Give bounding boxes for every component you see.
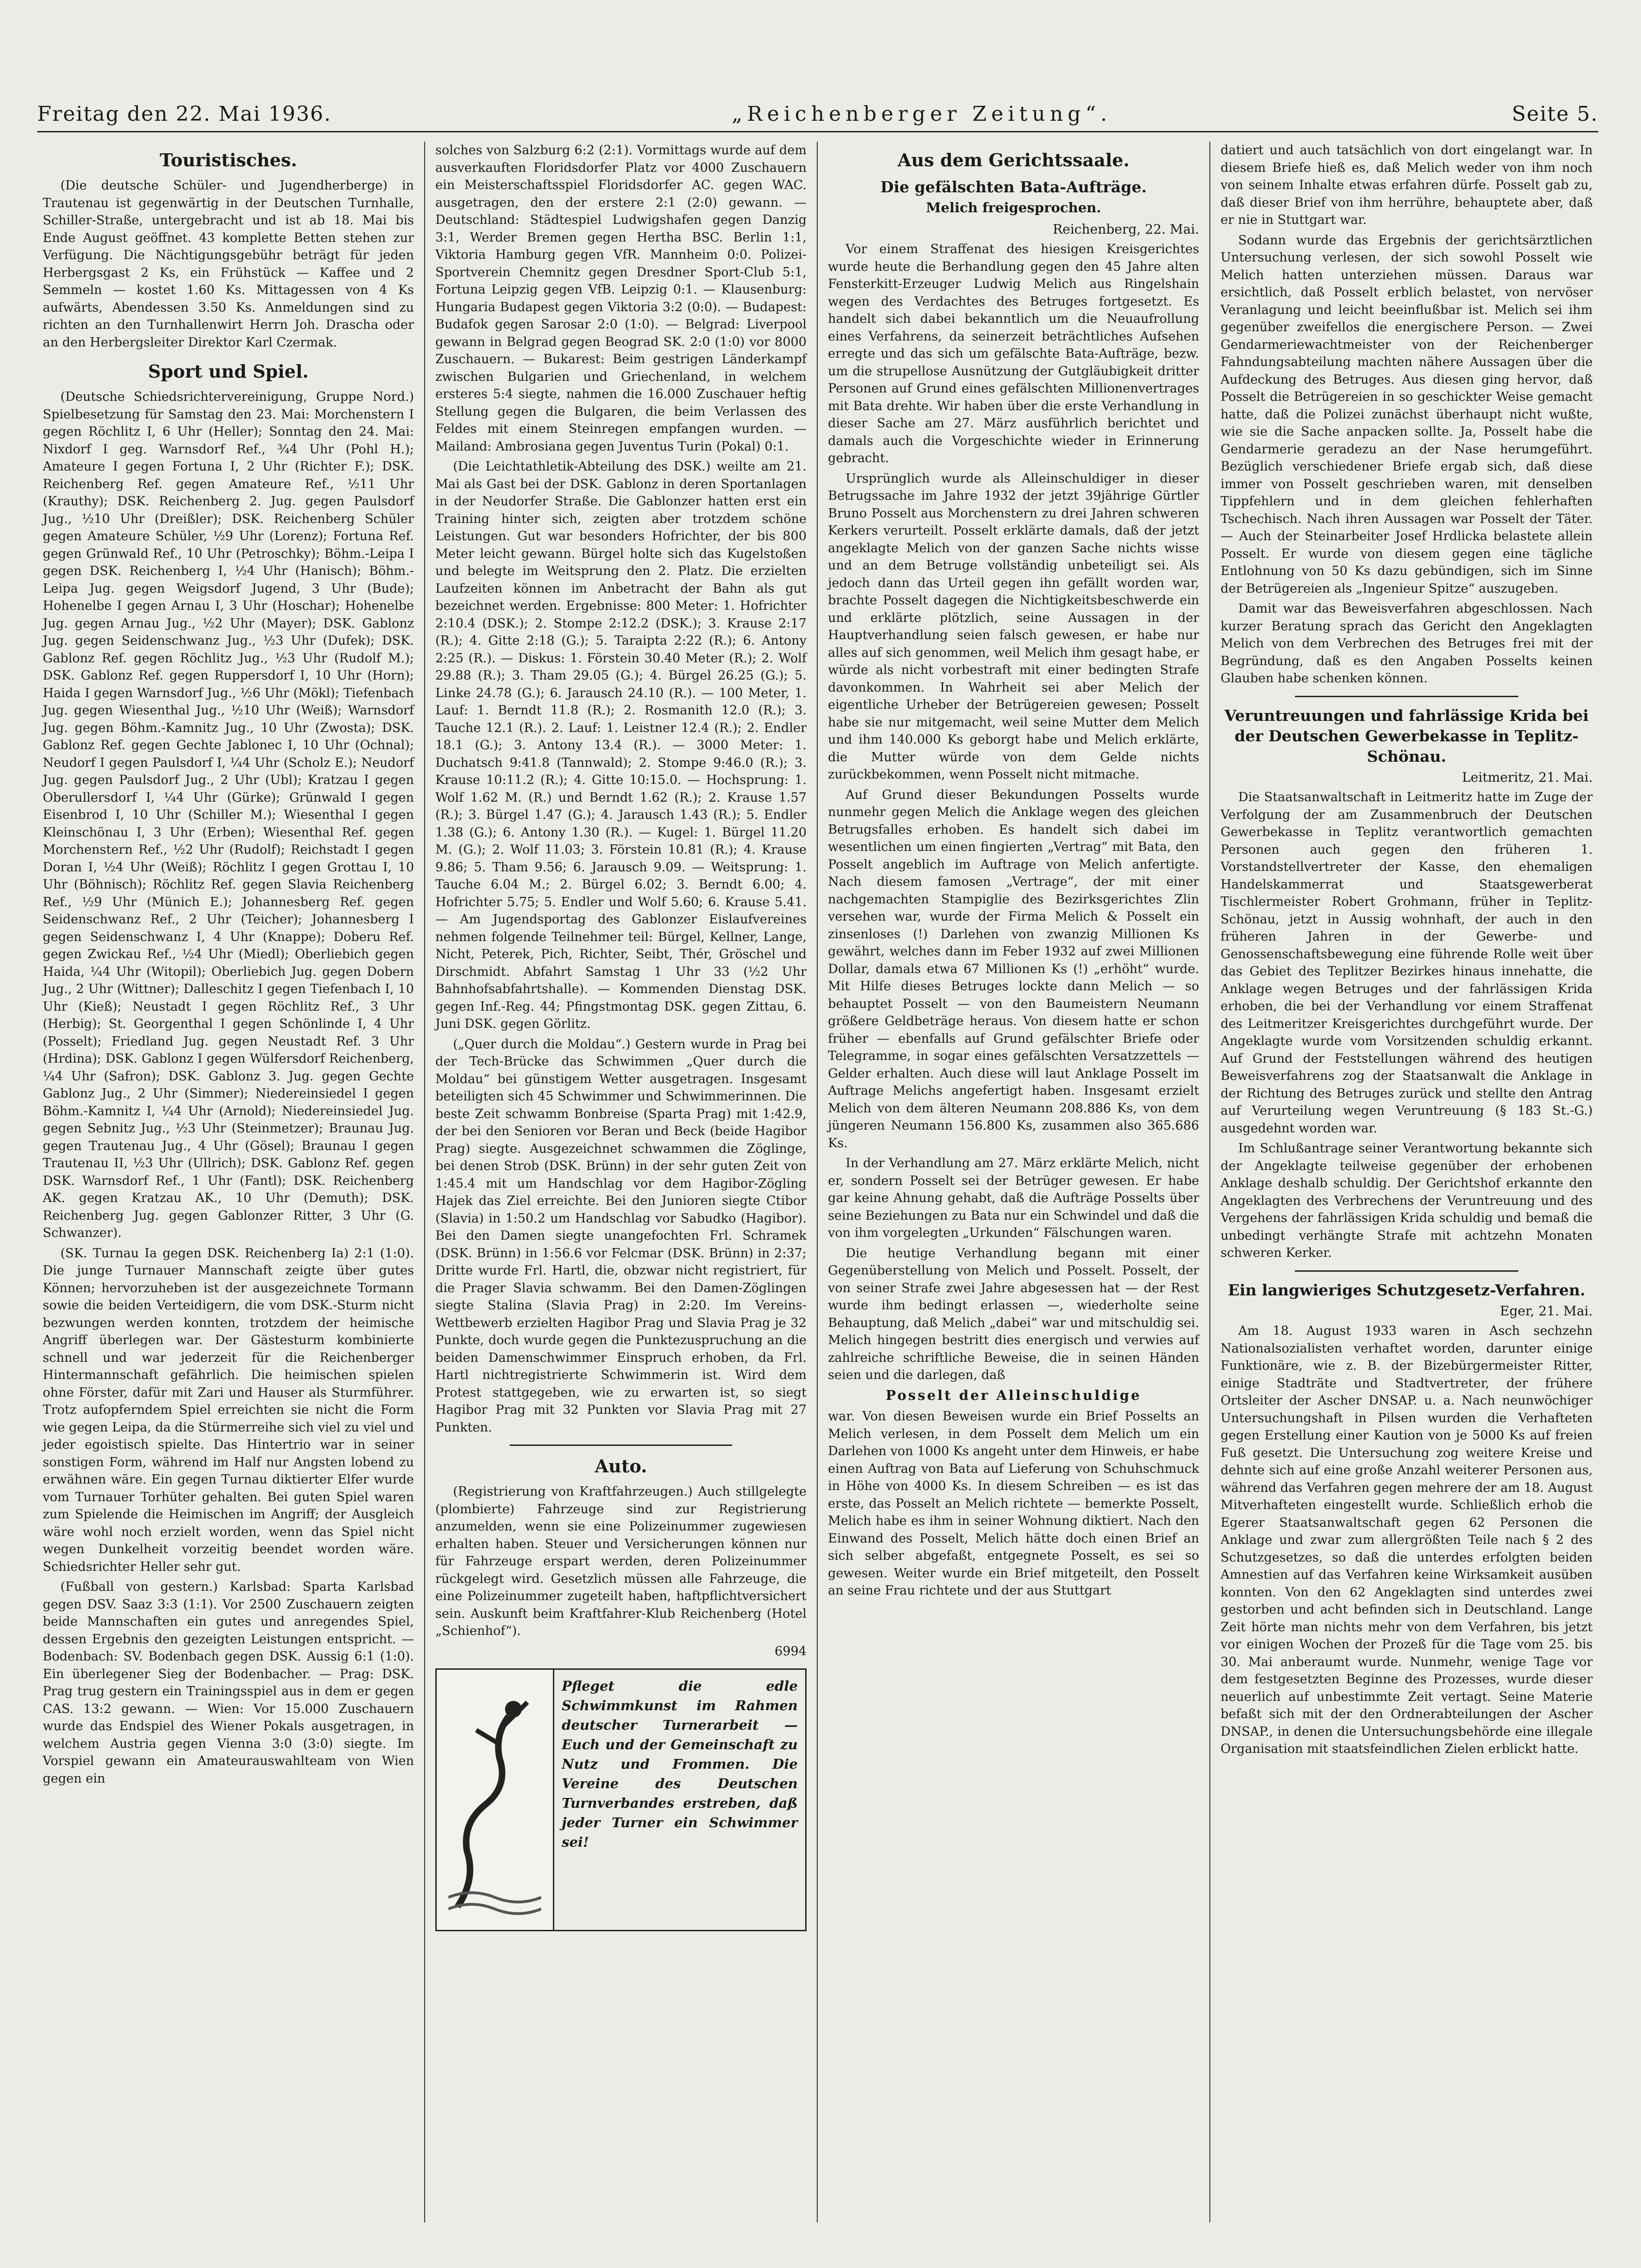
article-auto: [435, 1454, 807, 1660]
paragraph: Die heutige Verhandlung begann mit einer Gegenüberstellung von Melich und Posselt. Posselt, der von seiner Strafe zwei Jahre abgesessen hat — der Rest wurde ihm bedingt erlassen —, wiederholte seine Behauptung, daß Melich „dabei“ war und mitschuldig sei. Melich hingegen bestritt dies energisch und verwies auf zahlreiche schriftliche Beweise, die in seinen Händen seien und die darlegen, daß: [828, 1246, 1199, 1382]
article-schutzgesetz: [1221, 1280, 1593, 1758]
subheadline-bata: Die gefälschten Bata-Aufträge.: [880, 178, 1147, 196]
swimmer-illustration: [437, 1670, 554, 1930]
headline-sport-und-spiel: Sport und Spiel.: [148, 361, 309, 382]
page-header: [37, 102, 1598, 126]
paragraph: In der Verhandlung am 27. März erklärte Melich, nicht er, sondern Posselt sei der Betrüger gewesen. Er habe gar keine Ahnung gehabt, daß die Aufträge Posselts über seine Beziehungen zu Bata nur ein Schwindel und daß die von ihm vorgelegten „Urkunden“ Fälschungen waren.: [828, 1156, 1199, 1240]
paragraph: Vor einem Straffenat des hiesigen Kreisgerichtes wurde heute die Berhandlung gegen den 45 Jahre alten Fensterkitt-Erzeuger Ludwig Melich aus Ringelshain wegen des Verdachtes des Betruges fortgesetzt. Es handelt sich dabei bekanntlich um die Neuaufrollung eines Verfahrens, da seinerzeit beträchtliches Aufsehen erregte und das sich um gefälschte Bata-Aufträge, bezw. um die strupellose Ausnützung der Gutgläubigkeit dritter Personen auf Grund eines gefälschten Millionenvertrages mit Bata drehte. Wir haben über die erste Verhandlung in dieser Sache am 27. März ausführlich berichtet und damals auch die Vorgeschichte wieder in Erinnerung gebracht.: [828, 242, 1199, 465]
column-2: [425, 142, 818, 2222]
paragraph: datiert und auch tatsächlich von dort eingelangt war. In diesem Briefe hieß es, daß Melich weder von ihm noch von seinem Inhalte etwas erfahren dürfe. Posselt gab zu, daß dieser Brief von ihm herrühre, behauptete aber, daß er nie in Stuttgart war.: [1221, 143, 1593, 227]
paragraph: (Die deutsche Schüler- und Jugendherberge) in Trautenau ist gegenwärtig in der Deutschen Turnhalle, Schiller-Straße, untergebracht und ist ab 18. Mai bis Ende August geöffnet. 43 komplette Betten stehen zur Verfügung. Die Nächtigungsgebühr beträgt für jeden Herbergsgast 2 Ks, ein Frühstück — Kaffee und 2 Semmeln — kostet 1.60 Ks. Mittagessen von 4 Ks aufwärts, Abendessen 3.50 Ks. Anmeldungen sind zu richten an den Turnhallenwirt Herrn Joh. Drascha oder an den Herbergsleiter Direktor Karl Czermak.: [43, 178, 414, 350]
headline-schutzgesetz: Ein langwieriges Schutzgesetz-Verfahren.: [1227, 1281, 1586, 1299]
newspaper-title: „Reichenberger Zeitung“.: [732, 102, 1112, 126]
paragraph: Im Schlußantrage seiner Verantwortung bekannte sich der Angeklagte teilweise gegenüber der erhobenen Anklage deshalb schuldig. Der Gerichtshof erkannte den Angeklagten des Verbrechens der Veruntreuung und des Vergehens der fahrlässigen Krida schuldig und bemaß die unbedingt verhängte Strafe mit achtzehn Monaten schweren Kerker.: [1221, 1141, 1593, 1260]
divider: [1295, 696, 1518, 697]
paragraph: (Fußball von gestern.) Karlsbad: Sparta Karlsbad gegen DSV. Saaz 3:3 (1:1). Vor 2500 Zuschauern zeigten beide Mannschaften ein gutes und anregendes Spiel, dessen Ergebnis den gezeigten Leistungen entspricht. — Bodenbach: SV. Bodenbach gegen DSK. Aussig 6:1 (1:0). Ein überlegener Sieg der Bodenbacher. — Prag: DSK. Prag trug gestern ein Trainingsspiel aus in dem er gegen CAS. 13:2 gewann. — Wien: Vor 15.000 Zuschauern wurde das Endspiel des Wiener Pokals ausgetragen, in welchem Austria gegen Vienna 3:0 (3:0) siegte. Im Vorspiel gewann ein Amateurauswahlteam von Wien gegen ein: [43, 1580, 414, 1786]
dateline: Reichenberg, 22. Mai.: [1052, 221, 1199, 237]
swimmer-icon: [448, 1684, 541, 1916]
page-number: Seite 5.: [1512, 102, 1598, 126]
paragraph: (Die Leichtathletik-Abteilung des DSK.) weilte am 21. Mai als Gast bei der DSK. Gablonz in deren Sportanlagen in der Neudorfer Straße. Die Gablonzer hatten erst ein Training hinter sich, zeigten aber trotzdem schöne Leistungen. Gut war besonders Hofrichter, der bis 800 Meter leicht gewann. Bürgel holte sich das Kugelstoßen und belegte im Weitsprung den 2. Platz. Die erzielten Laufzeiten können im Anbetracht der Bahn als gut bezeichnet werden. Ergebnisse: 800 Meter: 1. Hofrichter 2:10.4 (DSK.); 2. Stompe 2:12.2 (DSK.); 3. Krause 2:17 (R.); 4. Gitte 2:18 (G.); 5. Taraipta 2:22 (R.); 6. Antony 2:25 (R.). — Diskus: 1. Förstein 30.40 Meter (R.); 2. Wolf 29.88 (R.); 3. Tham 29.05 (G.); 4. Bürgel 26.25 (G.); 5. Linke 24.78 (G.); 6. Jarausch 24.10 (R.). — 100 Meter, 1. Lauf: 1. Berndt 11.8 (R.); 2. Rosmanith 12.0 (R.); 3. Tauche 12.1 (R.). 2. Lauf: 1. Leistner 12.4 (R.); 2. Endler 18.1 (G.); 3. Antony 13.4 (R.). — 3000 Meter: 1. Duchatsch 9:41.8 (Tannwald); 2. Stompe 9:46.0 (R.); 3. Krause 10:11.2 (R.); 4. Gitte 10:15.0. — Hochsprung: 1. Wolf 1.62 M. (R.) und Berndt 1.62 (R.); 2. Krause 1.57 (R.); 3. Bürgel 1.47 (G.); 4. Jarausch 1.43 (R.); 5. Endler 1.38 (G.); 6. Antony 1.30 (R.). — Kugel: 1. Bürgel 11.20 M. (G.); 2. Wolf 11.03; 3. Förstein 10.81 (R.); 4. Krause 9.86; 5. Tham 9.56; 6. Jarausch 9.09. — Weitsprung: 1. Tauche 6.04 M.; 2. Bürgel 6.02; 3. Berndt 6.00; 4. Hofrichter 5.75; 5. Endler und Wolf 5.60; 6. Krause 5.41. — Am Jugendsportag des Gablonzer Eislaufvereines nehmen folgende Teilnehmer teil: Bürgel, Kellner, Lange, Nicht, Peterek, Pich, Richter, Seibt, Thér, Gröschel und Dirschmidt. Abfahrt Samstag 1 Uhr 33 (½2 Uhr Bahnhofsabfahrtshalle). — Kommenden Dienstag DSK. gegen Inf.-Reg. 44; Pfingstmontag DSK. gegen Zittau, 6. Juni DSK. gegen Görlitz.: [435, 459, 807, 1031]
article-touristisches: [43, 148, 414, 351]
issue-date: Freitag den 22. Mai 1936.: [37, 102, 332, 126]
paragraph: (Deutsche Schiedsrichtervereinigung, Gruppe Nord.) Spielbesetzung für Samstag den 23. Mai: Morchenstern I gegen Röchlitz I, 6 Uhr (Heller); Sonntag den 24. Mai: Nixdorf I geg. Warnsdorf Ref., ¾4 Uhr (Pohl H.); Amateure I gegen Fortuna I, 2 Uhr (Richter F.); DSK. Reichenberg Ref. gegen Amateure Ref., ½11 Uhr (Krauthy); DSK. Reichenberg 2. Jug. gegen Paulsdorf Jug., ½10 Uhr (Dreißler); DSK. Reichenberg Schüler gegen Amateure Schüler, ½9 Uhr (Lorenz); Fortuna Ref. gegen Grünwald Ref., 10 Uhr (Petroschky); Böhm.-Leipa I gegen DSK. Reichenberg I, ½4 Uhr (Hanisch); Böhm.-Leipa Jug. gegen Weigsdorf Jugend, 3 Uhr (Bude); Hohenelbe I gegen Arnau I, 3 Uhr (Hoschar); Hohenelbe Jug. gegen Arnau Jug., ½2 Uhr (Mayer); DSK. Gablonz Jug. gegen Seidenschwanz Jug., ½3 Uhr (Dufek); DSK. Gablonz Ref. gegen Röchlitz Jug., ½3 Uhr (Rudolf M.); DSK. Gablonz Ref. gegen Ruppersdorf I, 10 Uhr (Horn); Haida I gegen Warnsdorf Jug., ½6 Uhr (Mökl); Tiefenbach Jug. gegen Wiesenthal Jug., ½10 Uhr (Weiß); Warnsdorf Jug. gegen Böhm.-Kamnitz Jug., 10 Uhr (Zwosta); DSK. Gablonz Ref. gegen Gechte Jablonec I, 10 Uhr (Ochnal); Neudorf I gegen Paulsdorf I, ¼4 Uhr (Scholz E.); Neudorf Jug. gegen Paulsdorf Jug., 2 Uhr (Ubl); Kratzau I gegen Oberullersdorf I, ¼4 Uhr (Gürke); Grünwald I gegen Eisenbrod I, 10 Uhr (Schiller M.); Wiesenthal I gegen Kleinschönau I, 3 Uhr (Erben); Wiesenthal Ref. gegen Morchenstern Ref., ½2 Uhr (Rudolf); Reichstadt I gegen Doran I, ½4 Uhr (Weiß); Röchlitz I gegen Grottau I, 10 Uhr (Böhnisch); Röchlitz Ref. gegen Slavia Reichenberg Ref., ½9 Uhr (Münich E.); Johannesberg Ref. gegen Seidenschwanz Ref., 2 Uhr (Teicher); Johannesberg I gegen Seidenschwanz I, 4 Uhr (Knappe); Doberu Ref. gegen Zwickau Ref., ½4 Uhr (Miedl); Oberliebich gegen Haida, ¼4 Uhr (Witopil); Oberliebich Jug. gegen Dobern Jug., 2 Uhr (Wittner); Dalleschitz I gegen Tiefenbach I, 10 Uhr (Kieß); Neustadt I gegen Röchlitz Ref., 3 Uhr (Herbig); St. Georgenthal I gegen Schönlinde I, 4 Uhr (Posselt); Friedland Jug. gegen Neustadt Ref. 3 Uhr (Hrdina); DSK. Gablonz I gegen Wülfersdorf Reichenberg, ¼4 Uhr (Safron); DSK. Gablonz 3. Jug. gegen Gechte Gablonz Jug., 2 Uhr (Simmer); Niedereinsiedel I gegen Böhm.-Kamnitz I, ¼4 Uhr (Arnold); Niedereinsiedel Jug. gegen Sebnitz Jug., ½3 Uhr (Steinmetzer); Braunau Jug. gegen Trautenau Jug., 4 Uhr (Gösel); Braunau I gegen Trautenau II, ½3 Uhr (Ullrich); DSK. Gablonz Ref. gegen DSK. Warnsdorf Ref., 1 Uhr (Fantl); DSK. Reichenberg AK. gegen Kratzau AK., 10 Uhr (Demuth); DSK. Reichenberg Jug. gegen Gablonzer Ritter, 3 Uhr (G. Schwanzer).: [43, 390, 414, 1240]
paragraph: solches von Salzburg 6:2 (2:1). Vormittags wurde auf dem ausverkauften Floridsdorfer Platz vor 4000 Zuschauern ein Meisterschaftsspiel Floridsdorfer AC. gegen WAC. ausgetragen, den der erstere 2:1 (2:0) gewann. — Deutschland: Städtespiel Ludwigshafen gegen Danzig 3:1, Werder Bremen gegen Hertha BSC. Berlin 1:1, Viktoria Hamburg gegen VfR. Mannheim 0:0. Polizei-Sportverein Chemnitz gegen Dresdner Sport-Club 5:1, Fortuna Leipzig gegen VfB. Leipzig 0:1. — Klausenburg: Hungaria Budapest gegen Viktoria 3:2 (0:0). — Budapest: Budafok gegen Sarosar 2:0 (1:0). — Belgrad: Liverpool gewann in Belgrad gegen Beograd SK. 2:0 (1:0) vor 8000 Zuschauern. — Bukarest: Beim gestrigen Länderkampf zwischen Bulgarien und Griechenland, in welchem ersteres 5:4 siegte, nahmen die 16.000 Zuschauer heftig Stellung gegen die Bulgaren, die beim Verlassen des Feldes mit einem Steinregen empfangen wurden. — Mailand: Ambrosiana gegen Juventus Turin (Pokal) 0:1.: [435, 143, 807, 454]
paragraph: Am 18. August 1933 waren in Asch sechzehn Nationalsozialisten verhaftet worden, darunter einige Funktionäre, wie z. B. der Bizebürgermeister Ritter, einige Stadträte und Stadtvertreter, der frühere Ortsleiter der Ascher DNSAP. u. a. Nach neunwöchiger Untersuchungshaft in Pilsen wurden die Verhafteten gegen Erstellung einer Kaution von je 5000 Ks auf freien Fuß gesetzt. Die Untersuchung zog weitere Kreise und dehnte sich auf eine große Anzahl weiterer Personen aus, während das Verfahren gegen mehrere der am 18. August Mitverhafteten eingestellt wurde. Schließlich erhob die Egerer Staatsanwaltschaft gegen 62 Personen die Anklage und zwar zum allergrößten Teile nach § 2 des Schutzgesetzes, so daß die unterdes erfolgten beiden Amnestien auf das Verfahren keine Wirksamkeit ausüben konnten. Von den 62 Angeklagten sind unterdes zwei gestorben und acht befinden sich in Deutschland. Lange Zeit hörte man nichts mehr von dem Verfahren, bis jetzt vor einigen Wochen der Prozeß für die Tage vom 25. bis 30. Mai anberaumt wurde. Nunmehr, wenige Tage vor dem festgesetzten Beginne des Prozesses, wurde dieser neuerlich auf unbestimmte Zeit vertagt. Seine Materie befaßt sich mit der den Ordnerabteilungen der Ascher DNSAP., in denen die Untersuchungsbehörde eine illegale Organisation mit staatsfeindlichen Zielen erblickt hatte.: [1221, 1324, 1593, 1756]
kicker-melich: Melich freigesprochen.: [926, 200, 1101, 216]
ad-code: 6994: [775, 1644, 807, 1659]
headline-touristisches: Touristisches.: [159, 150, 297, 170]
paragraph: Sodann wurde das Ergebnis der gerichtsärztlichen Untersuchung verlesen, der sich sowohl Posselt wie Melich hatten unterziehen müssen. Daraus war ersichtlich, daß Posselt erblich belastet, von nervöser Veranlagung und leicht beeinflußbar ist. Melich sei ihm gegenüber zweifellos die energischere Person. — Zwei Gendarmeriewachtmeister von der Reichenberger Fahndungsabteilung machten nähere Aussagen über die Aufdeckung des Betruges. Aus diesen ging hervor, daß Posselt die Betrügereien in so geschickter Weise gemacht hatte, daß die Polizei zunächst überhaupt nicht wußte, wie sie die Sache anpacken sollte. Ja, Posselt habe die Gendarmerie geradezu an der Nase herumgeführt. Bezüglich verschiedener Briefe ergab sich, daß diese immer von Posselt geschrieben waren, mit denselben Tippfehlern und in dem gleichen fehlerhaften Tschechisch. Nach ihren Aussagen war Posselt der Täter. — Auch der Steinarbeiter Josef Hrdlicka belastete allein Posselt. Er wurde von diesem gegen eine tägliche Entlohnung von 50 Ks dazu gebündigen, sich im Sinne der Betrügereien als „Ingenieur Spitze“ auszugeben.: [1221, 233, 1593, 596]
paragraph: Damit war das Beweisverfahren abgeschlossen. Nach kurzer Beratung sprach das Gericht den Angeklagten Melich von dem Verbrechen des Betruges frei mit der Begründung, daß es den Angaben Posselts keinen Glauben habe schenken können.: [1221, 601, 1593, 686]
column-1: [33, 142, 425, 2222]
header-rule: [37, 131, 1598, 132]
ad-text: Pfleget die edle Schwimmkunst im Rahmen deutscher Turnerarbeit — Euch und der Gemeinschaft zu Nutz und Frommen. Die Vereine des Deutschen Turnverbandes erstreben, daß jeder Turner ein Schwimmer sei!: [562, 1678, 798, 1850]
paragraph: war. Von diesen Beweisen wurde ein Brief Posselts an Melich verlesen, in dem Posselt dem Melich um ein Darlehen von 1000 Ks angeht unter dem Hinweis, er habe einen Auftrag von Bata auf Lieferung von Schuhschmuck in Höhe von 4000 Ks. In diesem Schreiben — es ist das erste, das Posselt an Melich richtete — bemerkte Posselt, Melich habe es ihm in seiner Wohnung diktiert. Nach den Einwand des Posselt, Melich hätte doch einen Brief an sich selber abgefaßt, entgegnete Posselt, es sei so gewesen. Weiter wurde ein Brief mitgeteilt, den Posselt an seine Frau richtete und der aus Stuttgart: [828, 1409, 1199, 1598]
article-gerichtssaal: [828, 148, 1199, 1600]
swimming-advertisement: [435, 1668, 807, 1931]
columns: [33, 142, 1603, 2222]
divider: [510, 1444, 732, 1446]
headline-gewerbekasse: Veruntreuungen und fahrlässige Krida bei der Deutschen Gewerbekasse in Teplitz-Schönau.: [1224, 706, 1589, 765]
dateline: Eger, 21. Mai.: [1500, 1303, 1593, 1319]
paragraph: Die Staatsanwaltschaft in Leitmeritz hatte im Zuge der Verfolgung der am Zusammenbruch der Deutschen Gewerbekasse in Teplitz verantwortlich gemachten Personen auch gegen den früheren 1. Vorstandstellvertreter der Kasse, den ehemaligen Handelskammerrat und Staatsgewerberat Tischlermeister Robert Grohmann, früher in Teplitz-Schönau, jetzt in Aussig wohnhaft, der auch in den früheren Jahren in der Gewerbe- und Genossenschaftsbewegung eine führende Rolle weit über das Gebiet des Teplitzer Bezirkes hinaus innehatte, die Anklage wegen Betruges und der fahrlässigen Krida erhoben, die bei der Verhandlung vor einem Straffenat des Leitmeritzer Kreisgerichtes durchgeführt wurde. Der Angeklagte wurde vom Vorsitzenden schuldig erkannt. Auf Grund der Feststellungen während des heutigen Beweisverfahrens zog der Staatsanwalt die Anklage in der Richtung des Betruges zurück und stellte den Antrag auf Verurteilung wegen Veruntreuung (§ 183 St.-G.) ausgedehnt worden war.: [1221, 790, 1593, 1136]
paragraph: („Quer durch die Moldau“.) Gestern wurde in Prag bei der Tech-Brücke das Schwimmen „Quer durch die Moldau“ bei günstigem Wetter ausgetragen. Insgesamt beteiligten sich 45 Schwimmer und Schwimmerinnen. Die beste Zeit schwamm Bonbreise (Sparta Prag) mit 1:42.9, der bei den Senioren vor Beran und Beck (beide Hagibor Prag) siegte. Ausgezeichnet schwammen die Zöglinge, bei denen Strob (DSK. Brünn) in der sehr guten Zeit von 1:45.4 mit um Handschlag vor dem Hagibor-Zögling Hajek das Ziel erreichte. Bei den Junioren siegte Ctibor (Slavia) in 1:50.2 um Handschlag vor Sabudko (Hagibor). Bei den Damen siegte unangefochten Frl. Schramek (DSK. Brünn) in 1:56.6 vor Felcmar (DSK. Brünn) in 2:37; Dritte wurde Frl. Hartl, die, obzwar nicht registriert, für die Prager Slavia schwamm. Bei den Damen-Zöglingen siegte Stalina (Slavia Prag) in 2:20. Im Vereins-Wettbewerb erzielten Hagibor Prag und Slavia Prag je 32 Punkte, doch wurde gegen die Punktezuspruchung an die beiden Damenschwimmer Einspruch erhoben, da Frl. Hartl nichtregistrierte Schwimmerin ist. Wird dem Protest stattgegeben, wie zu erwarten ist, so siegt Hagibor Prag mit 32 Punkten vor Slavia Prag mit 27 Punkten.: [435, 1037, 807, 1435]
divider: [1295, 1270, 1518, 1272]
column-4: [1210, 142, 1603, 2222]
article-gewerbekasse: [1221, 706, 1593, 1262]
paragraph: (Registrierung von Kraftfahrzeugen.) Auch stillgelegte (plombierte) Fahrzeuge sind zur Registrierung anzumelden, wenn sie eine Polizeinummer zugewiesen erhalten haben. Steuer und Versicherungen können nur für Fahrzeuge erspart werden, deren Polizeinummer rückgelegt wird. Gesetzlich müssen alle Fahrzeuge, die eine Polizeinummer zugeteilt haben, haftpflichtversichert sein. Auskunft beim Kraftfahrer-Klub Reichenberg (Hotel „Schienhof“).: [435, 1484, 807, 1638]
article-gerichtssaal-continued: [1221, 142, 1593, 687]
headline-gerichtssaal: Aus dem Gerichtssaale.: [897, 150, 1130, 170]
article-sport-continued: [435, 142, 807, 1436]
paragraph: (SK. Turnau Ia gegen DSK. Reichenberg Ia) 2:1 (1:0). Die junge Turnauer Mannschaft zeigte über gutes Können; hervorzuheben ist der ausgezeichnete Tormann sowie die beiden Verteidigern, die vom DSK.-Sturm nicht bezwungen werden konnten, trotzdem der heimische Angriff überlegen war. Der Gästesturm kombinierte schnell und war jederzeit für die Reichenberger Hintermannschaft gefährlich. Die heimischen spielen ohne Förster, dafür mit Zari und Hauser als Sturmführer. Trotz aufopferndem Spiel erreichten sie nicht die Form wie gegen Leipa, da die Stürmerreihe sich viel zu viel und jeder egoistisch spielte. Das Hintertrio war in seiner sonstigen Form, während im Half nur Angsten lobend zu erwähnen wäre. Ein gegen Turnau diktierter Elfer wurde vom Turnauer Torhüter gehalten. Bei guten Spiel waren zum Spielende die Heimischen im Angriff; der Ausgleich wäre wohl noch erzielt worden, wenn das Spiel nicht wegen Dunkelheit vorzeitig beendet worden wäre. Schiedsrichter Heller sehr gut.: [43, 1246, 414, 1574]
paragraph: Auf Grund dieser Bekundungen Posselts wurde nunmehr gegen Melich die Anklage wegen des gleichen Betrugsfalles erhoben. Es handelt sich dabei im wesentlichen um einen fingierten „Vertrag“ mit Bata, den Posselt angeblich im Auftrage von Melich anfertigte. Nach diesem famosen „Vertrage“, der mit einer nachgemachten Stampiglie des Bezirksgerichtes Zlin versehen war, wurde der Firma Melich & Posselt ein zinsenloses (!) Darlehen von zwanzig Millionen Ks gewährt, welches dann im Feber 1932 auf zwei Millionen Dollar, damals etwa 67 Millionen Ks (!) „erhöht“ wurde. Mit Hilfe dieses Betruges lockte dann Melich — so behauptet Posselt — von den Baumeistern Neumann größere Geldbeträge heraus. Von diesem hatte er schon früher — ebenfalls auf Grund gefälschter Briefe oder Telegramme, in sogar eines gefälschten Versatzzettels — Gelder erhalten. Auch diese will laut Anklage Posselt im Auftrage Melichs angefertigt haben. Insgesamt erzielt Melich von dem älteren Neumann 208.886 Ks, von dem jüngeren Neumann 156.800 Ks, zusammen also 365.686 Ks.: [828, 787, 1199, 1150]
article-sport-und-spiel: [43, 359, 414, 1787]
headline-auto: Auto.: [595, 1456, 647, 1477]
dateline: Leitmeritz, 21. Mai.: [1462, 769, 1593, 785]
column-3: [818, 142, 1210, 2222]
paragraph: Ursprünglich wurde als Alleinschuldiger in dieser Betrugssache im Jahre 1932 der jetzt 39jährige Gürtler Bruno Posselt aus Morchenstern zu drei Jahren schweren Kerkers verurteilt. Posselt erklärte damals, daß der jetzt angeklagte Melich von der ganzen Sache nichts wisse und an dem Betruge vollständig unbeteiligt sei. Als jedoch dann das Urteil gegen ihn gefällt worden war, brachte Posselt dagegen die Nichtigkeitsbeschwerde ein und erklärte plötzlich, seine Aussagen in der Hauptverhandlung seien falsch gewesen, er habe nur alles auf sich genommen, weil Melich ihm gesagt habe, er würde als nicht vorbestraft mit einer bedingten Strafe davonkommen. In Wahrheit sei aber Melich der eigentliche Urheber der Betrügereien gewesen; Posselt habe sie nur mitgemacht, weil seine Mutter dem Melich und ihm 140.000 Ks geborgt habe und Melich erklärte, die Mutter würde von dem Gelde nichts zurückbekommen, wenn Posselt nicht mitmache.: [828, 471, 1199, 782]
kicker-alleinschuldige: Posselt der Alleinschuldige: [886, 1387, 1142, 1403]
